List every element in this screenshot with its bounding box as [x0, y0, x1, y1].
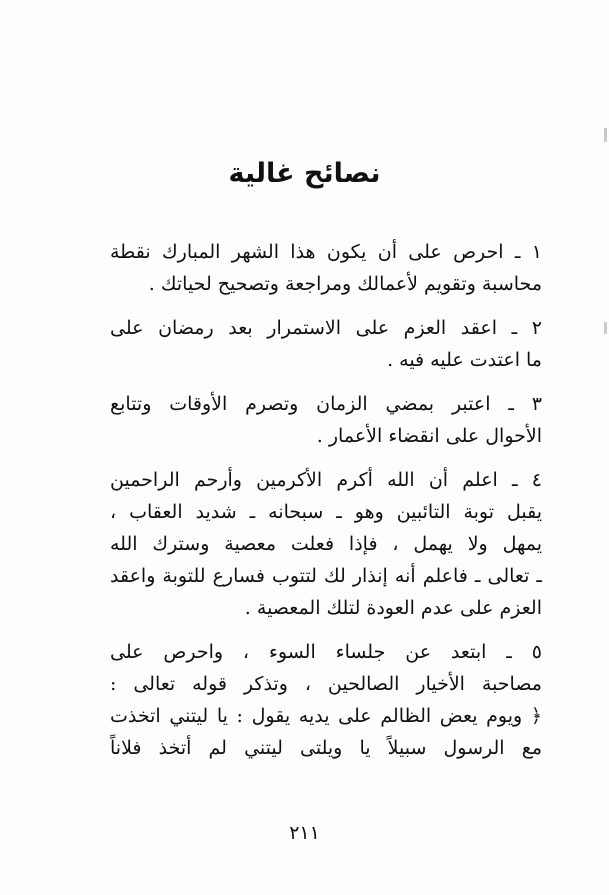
text-line: ٢ ـ اعقد العزم على الاستمرار بعد رمضان على: [110, 317, 542, 339]
advice-item-5: [110, 636, 542, 764]
text-line: يقبل توبة التائبين وهو ـ سبحانه ـ شديد العقاب ،: [110, 501, 542, 523]
text-line: ما اعتدت عليه فيه .: [387, 349, 542, 371]
text-line: ـ تعالى ـ فاعلم أنه إنذار لك لتتوب فسارع للتوبة واعقد: [110, 565, 542, 587]
advice-list: [110, 236, 542, 776]
page-edge-mark: [604, 128, 607, 142]
text-line: العزم على عدم العودة لتلك المعصية .: [244, 597, 542, 619]
page-edge-mark: [604, 322, 607, 334]
text-line: محاسبة وتقويم لأعمالك ومراجعة وتصحيح لحياتك .: [148, 273, 542, 295]
advice-item-3: [110, 388, 542, 452]
advice-item-1: [110, 236, 542, 300]
text-line: مصاحبة الأخيار الصالحين ، وتذكر قوله تعالى :: [110, 673, 542, 695]
text-line: ١ ـ احرص على أن يكون هذا الشهر المبارك نقطة: [110, 241, 542, 263]
text-line: ٤ ـ اعلم أن الله أكرم الأكرمين وأرحم الراحمين: [110, 469, 542, 491]
text-line: ٣ ـ اعتبر بمضي الزمان وتصرم الأوقات وتتابع: [110, 393, 542, 415]
text-line: الأحوال على انقضاء الأعمار .: [316, 425, 542, 447]
advice-item-4: [110, 464, 542, 624]
page-title: نصائح غالية: [228, 158, 381, 189]
advice-item-2: [110, 312, 542, 376]
quran-verse-line: مع الرسول سبيلاً يا ويلتى ليتني لم أتخذ فلاناً: [110, 737, 542, 759]
quran-verse-line: ﴿ ويوم يعض الظالم على يديه يقول : يا ليتني اتخذت: [110, 705, 542, 727]
page-number: ٢١١: [289, 822, 320, 844]
text-line: ٥ ـ ابتعد عن جلساء السوء ، واحرص على: [110, 641, 542, 663]
text-line: يمهل ولا يهمل ، فإذا فعلت معصية وسترك الله: [110, 533, 542, 555]
